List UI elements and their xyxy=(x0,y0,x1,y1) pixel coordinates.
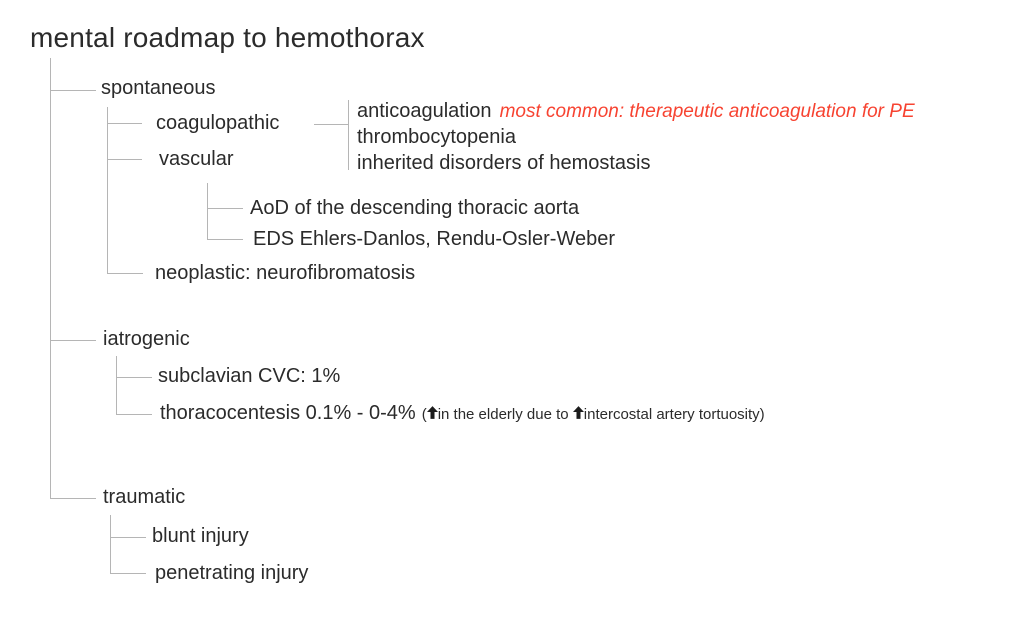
spontaneous-subtrunk-line xyxy=(107,107,108,274)
thoracocentesis-label: thoracocentesis 0.1% - 0-4% xyxy=(160,402,416,424)
node-coagulopathic: coagulopathic xyxy=(156,112,280,134)
up-arrow-icon xyxy=(427,406,438,419)
node-aortic-dissection: AoD of the descending thoracic aorta xyxy=(250,197,580,219)
node-neoplastic: neoplastic: neurofibromatosis xyxy=(155,262,416,284)
aortic-dissection-branch-line xyxy=(207,208,243,209)
node-inherited-disorders: inherited disorders of hemostasis xyxy=(357,152,651,174)
thoracocentesis-note xyxy=(422,406,765,423)
node-iatrogenic: iatrogenic xyxy=(103,328,190,350)
node-thrombocytopenia: thrombocytopenia xyxy=(357,126,516,148)
coagulopathic-branch-line xyxy=(107,123,142,124)
blunt-injury-branch-line xyxy=(110,537,146,538)
subclavian-branch-line xyxy=(116,377,152,378)
iatrogenic-subtrunk-line xyxy=(116,356,117,414)
node-traumatic: traumatic xyxy=(103,486,186,508)
thoracocentesis-note-part2: intercostal artery tortuosity) xyxy=(583,406,765,423)
anticoagulation-label: anticoagulation xyxy=(357,100,492,122)
node-blunt-injury: blunt injury xyxy=(152,525,249,547)
traumatic-subtrunk-line xyxy=(110,515,111,573)
vascular-branch-line xyxy=(107,159,142,160)
node-thoracocentesis xyxy=(160,401,765,427)
spontaneous-branch-line xyxy=(50,90,96,91)
vascular-subtrunk-line xyxy=(207,183,208,239)
thoracocentesis-branch-line xyxy=(116,414,152,415)
node-anticoagulation xyxy=(357,99,915,124)
connective-tissue-branch-line xyxy=(207,239,243,240)
up-arrow-icon xyxy=(573,406,584,419)
anticoagulation-highlight-note: most common: therapeutic anticoagulation for PE xyxy=(499,101,915,122)
penetrating-injury-branch-line xyxy=(110,573,146,574)
thoracocentesis-note-part1: in the elderly due to xyxy=(437,406,573,423)
node-spontaneous: spontaneous xyxy=(101,77,216,99)
coagulopathic-items-line xyxy=(348,100,349,170)
node-connective-tissue: EDS Ehlers-Danlos, Rendu-Osler-Weber xyxy=(253,228,615,250)
tree-trunk-line xyxy=(50,58,51,498)
page-title: mental roadmap to hemothorax xyxy=(30,22,425,53)
thoracocentesis-note-open: ( xyxy=(421,406,427,423)
neoplastic-branch-line xyxy=(107,273,143,274)
traumatic-branch-line xyxy=(50,498,96,499)
node-vascular: vascular xyxy=(159,148,234,170)
coagulopathic-connector-line xyxy=(314,124,348,125)
node-penetrating-injury: penetrating injury xyxy=(155,562,309,584)
iatrogenic-branch-line xyxy=(50,340,96,341)
node-subclavian-cvc: subclavian CVC: 1% xyxy=(158,365,341,387)
